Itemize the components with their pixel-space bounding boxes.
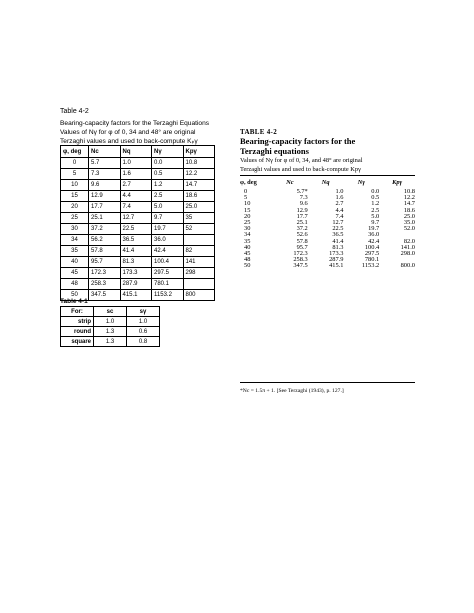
table-cell: 41.4 (120, 246, 152, 257)
table-cell: 10 (61, 180, 89, 191)
table-cell: 1.6 (120, 169, 152, 180)
table-cell: 12.2 (183, 169, 215, 180)
table-cell: 5 (244, 194, 248, 202)
column-header: Nγ (152, 146, 184, 158)
table-cell: 2.7 (335, 200, 344, 208)
table-cell: 40 (61, 257, 89, 268)
table-cell: 415.1 (329, 262, 344, 270)
column-header: sγ (127, 307, 160, 317)
table-cell: 41.4 (332, 237, 344, 245)
table-cell: 25.0 (403, 212, 415, 220)
table-cell: 82 (183, 246, 215, 257)
column-header: Kpγ (183, 146, 215, 158)
table-cell: 10 (244, 200, 251, 208)
table-cell: 19.7 (152, 224, 184, 235)
column-header: φ, deg (240, 179, 257, 186)
table-row (61, 327, 160, 337)
table-cell: 34 (244, 231, 251, 239)
table-row (61, 246, 215, 257)
table-row (61, 224, 215, 235)
table-cell: 42.4 (368, 237, 380, 245)
table-cell: 5.0 (152, 202, 184, 213)
table-cell: 81.3 (120, 257, 152, 268)
table-cell: 7.3 (299, 194, 308, 202)
table-cell: 800.0 (400, 262, 415, 270)
table-row (61, 235, 215, 246)
table-cell: 1.6 (335, 194, 344, 202)
table-cell: 173.3 (329, 250, 344, 258)
table-bottom-rule (240, 382, 415, 383)
table-cell: 25.1 (296, 219, 308, 227)
table-cell: 0.5 (371, 194, 380, 202)
table-cell: 48 (244, 256, 251, 264)
table-cell: 5.0 (371, 212, 380, 220)
table-cell: 12.9 (89, 191, 121, 202)
table-cell: 2.7 (120, 180, 152, 191)
table-row (61, 337, 160, 347)
table-row (61, 169, 215, 180)
table-cell: 5 (61, 169, 89, 180)
right-heading-line: Terzaghi equations (240, 146, 309, 156)
table-cell: 10.8 (183, 158, 215, 169)
table-cell: 50 (244, 262, 251, 270)
table-cell: 12.7 (332, 219, 344, 227)
table-row (61, 317, 160, 327)
right-caption-line: Values of Nγ for φ of 0, 34, and 48° are original (240, 157, 363, 164)
right-table-caption (240, 157, 415, 174)
table-cell: 297.5 (364, 250, 380, 258)
left-caption-line: Values of Nγ for φ of 0, 34 and 48° are original (60, 129, 196, 136)
table-cell: 52 (183, 224, 215, 235)
column-header: Nc (89, 146, 121, 158)
table-row (61, 191, 215, 202)
table-cell: 9.6 (299, 200, 308, 208)
table-cell: 36.0 (368, 231, 380, 239)
table-cell: 35 (183, 213, 215, 224)
column-header: Nq (321, 179, 330, 186)
table-cell: 1.0 (94, 317, 127, 327)
column-header: Nγ (357, 179, 366, 186)
table-cell: 780.1 (152, 279, 184, 290)
table-cell: 100.4 (364, 243, 380, 251)
table-cell: 415.1 (120, 290, 152, 301)
table-cell: round (61, 327, 94, 337)
table-cell: 5.7 (89, 158, 121, 169)
table-cell: 30 (244, 225, 251, 233)
table-cell: 95.7 (296, 243, 308, 251)
right-table-header-row (240, 176, 415, 189)
table-cell: 287.9 (329, 256, 344, 264)
table-cell: 15 (61, 191, 89, 202)
table-row (61, 257, 215, 268)
table-cell: 297.5 (152, 268, 184, 279)
table-cell: 347.5 (293, 262, 308, 270)
left-table-caption (60, 119, 220, 146)
table-cell: 1.0 (120, 158, 152, 169)
table-cell: 173.3 (120, 268, 152, 279)
table-cell: 57.8 (296, 237, 308, 245)
table-cell: 57.8 (89, 246, 121, 257)
table-cell: 36.5 (120, 235, 152, 246)
left-caption-line: Terzaghi values and used to back-compute Kₚγ (60, 138, 198, 145)
table-cell: 15 (244, 206, 251, 214)
table-cell: 1.2 (371, 200, 380, 208)
table-cell: 780.1 (364, 256, 380, 264)
table-cell: 2.5 (152, 191, 184, 202)
table-cell: 17.7 (89, 202, 121, 213)
table-cell: 37.2 (296, 225, 308, 233)
table-cell (183, 279, 215, 290)
table-cell: 800 (183, 290, 215, 301)
column-header: For: (61, 307, 94, 317)
table-cell: 0.5 (152, 169, 184, 180)
table-cell: 4.4 (335, 206, 344, 214)
table-cell: 14.7 (183, 180, 215, 191)
table-cell: 0.6 (127, 327, 160, 337)
table-row (61, 158, 215, 169)
table-cell: 48 (61, 279, 89, 290)
column-header: φ, deg (61, 146, 89, 158)
table-cell: 1.2 (152, 180, 184, 191)
table-cell: 1.0 (335, 188, 344, 195)
table-cell: 35 (244, 237, 251, 245)
table-cell: 22.5 (120, 224, 152, 235)
table-cell: 36.5 (332, 231, 344, 239)
table-cell: 7.4 (120, 202, 152, 213)
table-cell: 347.5 (89, 290, 121, 301)
right-table-title: TABLE 4-2 (240, 128, 277, 136)
table-cell: 45 (244, 250, 251, 258)
table-cell: 12.9 (296, 206, 308, 214)
table-cell: 0.0 (152, 158, 184, 169)
table-row (61, 202, 215, 213)
table-cell: 9.7 (152, 213, 184, 224)
column-header: Nc (286, 179, 294, 186)
table-cell: 42.4 (152, 246, 184, 257)
table-cell: 14.7 (403, 200, 415, 208)
table-cell: 5.7* (296, 188, 308, 195)
table-cell: 298 (183, 268, 215, 279)
table-cell: 20 (244, 212, 251, 220)
table-cell: 1153.2 (361, 262, 380, 270)
table-cell: 95.7 (89, 257, 121, 268)
table-cell: 20 (61, 202, 89, 213)
table-cell: 0.8 (127, 337, 160, 347)
table-cell: 18.6 (183, 191, 215, 202)
table-cell: 2.5 (371, 206, 380, 214)
table-cell: 7.4 (335, 212, 344, 220)
table-cell: 0 (61, 158, 89, 169)
table-cell: 141.0 (400, 243, 415, 251)
table-cell: 25.1 (89, 213, 121, 224)
table-cell: 0 (244, 188, 248, 195)
table-cell: 12.2 (403, 194, 415, 202)
table-cell: 37.2 (89, 224, 121, 235)
table-cell: 34 (61, 235, 89, 246)
right-bearing-capacity-table (240, 176, 415, 270)
table-cell: 10.8 (403, 188, 415, 195)
table-cell: 0.0 (371, 188, 380, 195)
left-bearing-capacity-table (60, 145, 215, 301)
left-table-title: Table 4-2 (60, 108, 89, 115)
table-cell (183, 235, 215, 246)
table-cell: 4.4 (120, 191, 152, 202)
table-cell: square (61, 337, 94, 347)
right-table-heading (240, 136, 410, 156)
table-cell: 298.0 (400, 250, 415, 258)
table-cell: 35 (61, 246, 89, 257)
table-row (240, 263, 415, 269)
table-cell: 25.0 (183, 202, 215, 213)
left-caption-line: Bearing-capacity factors for the Terzaghi Equations (60, 120, 210, 127)
table-cell: 9.6 (89, 180, 121, 191)
table-cell: 1.3 (94, 327, 127, 337)
table-cell: 1.3 (94, 337, 127, 347)
right-caption-line: Terzaghi values and used to back-compute Kpγ (240, 165, 361, 173)
table-cell: 141 (183, 257, 215, 268)
table-cell: 52.0 (403, 225, 415, 233)
table-cell: 172.3 (293, 250, 308, 258)
table-cell: 40 (244, 243, 251, 251)
table-cell: 52.6 (296, 231, 308, 239)
table-cell: 12.7 (120, 213, 152, 224)
table-cell: 56.2 (89, 235, 121, 246)
table-cell: 22.5 (332, 225, 344, 233)
table-cell: strip (61, 317, 94, 327)
table-row (61, 268, 215, 279)
table-cell: 9.7 (371, 219, 380, 227)
table-cell: 45 (61, 268, 89, 279)
table-cell: 7.3 (89, 169, 121, 180)
column-header: sc (94, 307, 127, 317)
table-cell: 287.9 (120, 279, 152, 290)
table-cell: 35.0 (403, 219, 415, 227)
table-cell: 172.3 (89, 268, 121, 279)
table-cell: 25 (244, 219, 251, 227)
left-table-header-row (61, 146, 215, 158)
table-cell: 258.3 (293, 256, 308, 264)
right-heading-line: Bearing-capacity factors for the (240, 136, 356, 146)
table-cell: 258.3 (89, 279, 121, 290)
table41-title: Table 4-1 (60, 298, 88, 305)
table-row (61, 279, 215, 290)
table-cell: 17.7 (296, 212, 308, 220)
table-cell: 50 (61, 290, 89, 301)
table-cell: 100.4 (152, 257, 184, 268)
table-cell: 36.0 (152, 235, 184, 246)
table-row (61, 180, 215, 191)
table-cell: 1153.2 (152, 290, 184, 301)
column-header: Kpγ (392, 179, 403, 186)
column-header: Nq (120, 146, 152, 158)
table-cell: 82.0 (403, 237, 415, 245)
shape-factor-table (60, 306, 160, 347)
table41-header-row (61, 307, 160, 317)
table-cell: 19.7 (368, 225, 380, 233)
table-cell: 81.3 (332, 243, 344, 251)
table-cell: 1.0 (127, 317, 160, 327)
table-row (61, 213, 215, 224)
table-cell: 18.6 (403, 206, 415, 214)
table-cell: 30 (61, 224, 89, 235)
table-cell: 25 (61, 213, 89, 224)
right-table-footnote: *Nc = 1.5π + 1. [See Terzaghi (1943), p. 127.] (240, 388, 344, 394)
